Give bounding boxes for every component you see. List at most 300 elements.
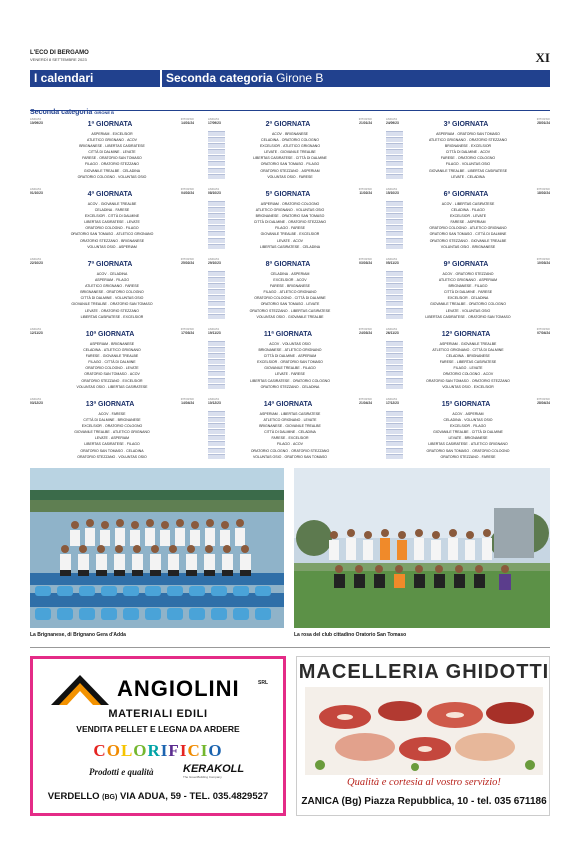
ritorno-label: RITORNO — [358, 188, 372, 191]
away-team: FARESE — [478, 290, 493, 295]
away-team: VOLUNTAS OSIO — [461, 308, 491, 313]
match-separator: - — [468, 238, 470, 243]
subhead-group: GIRONE B — [94, 110, 115, 115]
ritorno-label: RITORNO — [180, 398, 194, 401]
match-separator: - — [470, 448, 472, 453]
match-separator: - — [102, 424, 104, 429]
home-team: ORATORIO COLOGNO — [250, 448, 289, 453]
match-row — [208, 174, 372, 180]
match-separator: - — [278, 360, 280, 365]
ritorno-date — [348, 118, 372, 125]
away-team: ASPERIAM — [291, 272, 310, 276]
match-separator: - — [466, 302, 468, 307]
away-team: EXCELSIOR — [288, 436, 309, 441]
away-team: ORATORIO STEZZANO — [469, 138, 508, 143]
andata-value: 10/09/23 — [30, 121, 43, 125]
colorificio-letter: I — [160, 741, 169, 760]
away-team: ATLETICO GRIGNANO — [284, 348, 322, 353]
match-list — [386, 271, 550, 320]
home-team: ASPERIAM — [94, 278, 114, 283]
home-team: CELADINA — [270, 272, 289, 276]
match-separator: - — [466, 138, 469, 143]
match-row — [30, 244, 194, 250]
match-separator: - — [115, 418, 117, 423]
away-team: VOLUNTAS OSIO — [295, 208, 325, 213]
home-team: CELADINA — [446, 354, 464, 359]
colorificio-letter: L — [120, 741, 134, 760]
home-team: CELADINA — [451, 208, 469, 213]
home-team: ORATORIO COLOGNO — [254, 296, 292, 301]
home-team: CELADINA — [261, 138, 279, 143]
match-separator: - — [108, 342, 111, 346]
home-team: VOLUNTAS OSIO — [76, 384, 105, 389]
home-team: ORATORIO SAN TOMASO — [70, 232, 114, 237]
away-team: GIOVANILE TREALBE — [460, 342, 497, 346]
away-team: BRIGNANESE — [117, 418, 141, 423]
angiolini-address — [33, 791, 283, 802]
away-team: LEVATE — [469, 366, 483, 371]
away-team: ASPERIAM — [110, 436, 130, 441]
home-team: GIOVANILE TREALBE — [83, 168, 120, 173]
home-team: ATLETICO GRIGNANO — [85, 284, 122, 289]
colorificio-letter: C — [187, 741, 201, 760]
away-team: BRIGNANESE — [121, 238, 145, 243]
home-team: ORATORIO COLOGNO — [85, 226, 123, 231]
home-team: FARESE — [271, 436, 286, 441]
ritorno-date — [170, 398, 194, 405]
away-team: CELADINA — [470, 296, 489, 301]
giornata-card — [386, 187, 550, 251]
match-row — [30, 174, 194, 180]
ritorno-label: RITORNO — [536, 398, 550, 401]
away-team: FARESE — [291, 372, 305, 377]
away-team: ASPERIAM — [478, 278, 498, 283]
match-separator: - — [290, 378, 292, 383]
ritorno-date — [170, 188, 194, 195]
away-team: CELADINA — [122, 168, 141, 173]
category-group: Girone B — [276, 71, 324, 85]
ritorno-value: 07/04/24 — [537, 331, 550, 335]
away-team: ORATORIO COLOGNO — [468, 302, 506, 307]
match-separator: - — [280, 144, 283, 149]
home-team: FARESE — [450, 220, 465, 225]
home-team: LEVATE — [94, 436, 108, 441]
match-row — [208, 384, 372, 390]
colorificio-letter: C — [93, 741, 107, 760]
home-team: EXCELSIOR — [273, 278, 294, 283]
andata-label: ANDATA — [208, 398, 220, 401]
match-separator: - — [113, 208, 115, 213]
ad-angiolini[interactable] — [30, 656, 286, 816]
page-number: XI — [535, 50, 550, 65]
match-separator: - — [296, 430, 298, 435]
ritorno-value: 11/02/24 — [359, 191, 372, 195]
away-team: ASPERIAM — [465, 412, 484, 416]
match-separator: - — [285, 220, 288, 225]
away-team: GIOVANILE TREALBE — [470, 238, 507, 243]
match-separator: - — [279, 202, 282, 206]
away-team: LIBERTAS CASIRATESE — [280, 412, 321, 416]
home-team: ATLETICO GRIGNANO — [428, 138, 466, 143]
ritorno-date — [526, 398, 550, 405]
home-team: VOLUNTAS OSIO — [267, 174, 296, 179]
away-team: BRIGNANESE — [287, 284, 310, 289]
photo-caption-left: La Brignanese, di Brignano Gera d'Adda — [30, 632, 126, 638]
giornata-card — [208, 117, 372, 181]
home-team: LEVATE — [448, 436, 462, 441]
match-separator: - — [289, 448, 291, 453]
colorificio-letter: I — [179, 741, 188, 760]
andata-date — [30, 258, 50, 265]
match-separator: - — [279, 138, 281, 143]
match-separator: - — [280, 342, 282, 346]
match-row — [208, 244, 372, 250]
andata-label: ANDATA — [386, 328, 398, 331]
giornata-title: 3ª GIORNATA — [443, 121, 489, 128]
match-separator: - — [105, 384, 108, 389]
giornata-card — [386, 117, 550, 181]
giornata-card — [386, 397, 550, 461]
home-team: LEVATE — [445, 308, 459, 313]
home-team: VOLUNTAS OSIO — [440, 244, 470, 249]
match-list — [208, 411, 372, 460]
away-team: FILAGO — [471, 208, 485, 213]
match-separator: - — [292, 296, 294, 301]
match-separator: - — [103, 144, 105, 149]
home-team: FILAGO — [85, 162, 98, 167]
match-separator: - — [469, 430, 471, 435]
match-separator: - — [294, 278, 296, 283]
away-team: VOLUNTAS OSIO — [114, 296, 144, 301]
match-separator: - — [304, 302, 306, 307]
match-separator: - — [463, 412, 465, 416]
away-team: ACOV — [483, 372, 494, 377]
andata-label: ANDATA — [386, 118, 398, 121]
away-team: LEVATE — [125, 366, 139, 371]
home-team: VOLUNTAS OSIO — [252, 454, 282, 459]
home-team: ORATORIO STEZZANO — [440, 454, 479, 459]
angiolini-line4: Prodotti e qualità — [89, 767, 154, 777]
ghidotti-tagline: Qualità e cortesia al vostro servizio! — [347, 777, 501, 788]
home-team: ORATORIO SAN TOMASO — [260, 162, 304, 167]
home-team: EXCELSIOR — [449, 214, 470, 219]
match-row — [386, 454, 550, 460]
home-team: GIOVANILE TREALBE — [428, 168, 465, 173]
match-separator: - — [304, 162, 306, 167]
photo-caption-right: La rosa del club cittadino Oratorio San Tomaso — [294, 632, 407, 638]
ritorno-value: 21/01/24 — [359, 121, 372, 125]
colorificio-title — [33, 741, 283, 761]
home-team: CITTÀ DI DALMINE — [263, 354, 295, 359]
andata-date — [208, 188, 228, 195]
away-team: FARESE — [111, 412, 126, 416]
match-separator: - — [104, 290, 106, 295]
away-team: CITTÀ DI DALMINE — [104, 360, 136, 365]
away-team: GIOVANILE TREALBE — [285, 424, 321, 429]
match-separator: - — [455, 156, 457, 161]
match-row — [30, 384, 194, 390]
ritorno-value: 17/03/24 — [181, 331, 194, 335]
ritorno-value: 18/02/24 — [537, 191, 550, 195]
home-team: ACOV — [452, 412, 463, 416]
home-team: CITTÀ DI DALMINE — [253, 220, 285, 225]
home-team: CELADINA — [83, 348, 101, 353]
match-separator: - — [476, 290, 478, 295]
match-separator: - — [120, 168, 122, 173]
away-team: VOLUNTAS OSIO — [118, 454, 147, 459]
match-separator: - — [297, 232, 299, 237]
match-list — [386, 411, 550, 460]
ritorno-label: RITORNO — [180, 118, 194, 121]
home-team: LIBERTAS CASIRATESE — [84, 220, 124, 225]
away-team: LEVATE — [473, 214, 487, 219]
colorificio-letter: O — [208, 741, 223, 760]
match-separator: - — [97, 156, 99, 161]
match-separator: - — [471, 424, 473, 429]
ritorno-date — [526, 328, 550, 335]
home-team: ORATORIO STEZZANO — [260, 168, 299, 173]
home-team: FARESE — [85, 354, 100, 359]
ritorno-label: RITORNO — [536, 258, 550, 261]
away-team: ATLETICO GRIGNANO — [103, 348, 141, 353]
giornata-title: 7ª GIORNATA — [87, 261, 133, 268]
match-list — [30, 341, 194, 390]
giornata-card — [208, 327, 372, 391]
away-team: FILAGO — [473, 424, 487, 429]
andata-value: 24/09/23 — [386, 121, 399, 125]
away-team: ACOV — [480, 150, 491, 155]
ritorno-value: 03/03/24 — [359, 261, 372, 265]
home-team: LEVATE — [264, 150, 278, 155]
match-separator: - — [300, 244, 302, 249]
angiolini-brand: ANGIOLINI — [117, 676, 240, 701]
home-team: EXCELSIOR — [447, 296, 468, 301]
home-team: ACOV — [87, 202, 98, 206]
giornata-card — [208, 257, 372, 321]
match-list — [386, 131, 550, 180]
match-separator: - — [279, 214, 281, 219]
home-team: VOLUNTAS OSIO — [256, 314, 285, 319]
match-separator: - — [288, 308, 290, 313]
home-team: CITTÀ DI DALMINE — [80, 296, 112, 301]
home-team: ORATORIO SAN TOMASO — [429, 232, 473, 237]
home-team: LIBERTAS CASIRATESE — [80, 314, 121, 319]
ritorno-value: 21/04/24 — [359, 401, 372, 405]
away-team: ORATORIO COLOGNO — [282, 202, 320, 206]
match-list — [30, 411, 194, 460]
home-team: LIBERTAS CASIRATESE — [250, 378, 290, 383]
ritorno-date — [348, 258, 372, 265]
ritorno-date — [526, 118, 550, 125]
ritorno-label: RITORNO — [180, 328, 194, 331]
match-list — [30, 201, 194, 250]
ghidotti-title: MACELLERIA GHIDOTTI — [298, 661, 550, 683]
home-team: BRIGNANESE — [259, 424, 283, 429]
ritorno-date — [170, 328, 194, 335]
match-separator: - — [124, 220, 126, 225]
home-team: ORATORIO SAN TOMASO — [80, 448, 123, 453]
andata-label: ANDATA — [30, 398, 42, 401]
match-separator: - — [465, 174, 467, 179]
away-team: BRIGNANESE — [464, 436, 488, 441]
match-separator: - — [478, 150, 480, 155]
section-divider — [30, 647, 550, 648]
andata-value: 15/10/23 — [386, 191, 399, 195]
andata-label: ANDATA — [208, 328, 220, 331]
andata-value: 17/12/23 — [386, 401, 399, 405]
home-team: ACOV — [271, 132, 282, 136]
home-team: FILAGO — [277, 442, 290, 447]
match-separator: - — [468, 296, 470, 301]
away-team: ASPERIAM — [118, 244, 137, 249]
match-separator: - — [465, 168, 467, 173]
match-separator: - — [278, 412, 280, 416]
match-separator: - — [115, 174, 118, 179]
match-row — [386, 244, 550, 250]
home-team: ATLETICO GRIGNANO — [438, 278, 476, 283]
ritorno-label: RITORNO — [180, 188, 194, 191]
match-separator: - — [462, 418, 464, 423]
away-team: VOLUNTAS OSIO — [282, 342, 311, 346]
angiolini-line2: VENDITA PELLET E LEGNA DA ARDERE — [76, 724, 240, 734]
home-team: ORATORIO STEZZANO — [249, 308, 288, 313]
match-separator: - — [454, 360, 456, 365]
match-separator: - — [471, 384, 473, 389]
home-team: GIOVANILE TREALBE — [260, 232, 297, 237]
angiolini-line1: MATERIALI EDILI — [108, 708, 208, 720]
away-team: ATLETICO GRIGNANO — [283, 144, 321, 149]
away-team: CITTÀ DI DALMINE — [294, 296, 326, 301]
match-separator: - — [467, 366, 469, 371]
match-separator: - — [114, 232, 116, 237]
match-row — [386, 384, 550, 390]
away-team: ATLETICO GRIGNANO — [112, 430, 150, 435]
home-team: LIBERTAS CASIRATESE — [428, 442, 468, 447]
match-separator: - — [293, 208, 295, 213]
ritorno-date — [170, 118, 194, 125]
home-team: ACOV — [442, 272, 453, 276]
angiolini-suffix: SRL — [258, 680, 268, 686]
away-team: LIBERTAS CASIRATESE — [108, 384, 148, 389]
away-team: CITTÀ DI DALMINE — [471, 430, 503, 435]
home-team: VOLUNTAS OSIO — [87, 244, 116, 249]
away-team: EXCELSIOR — [123, 314, 144, 319]
andata-label: ANDATA — [30, 188, 42, 191]
home-team: ORATORIO STEZZANO — [79, 238, 118, 243]
giornata-title: 8ª GIORNATA — [265, 261, 311, 268]
away-team: ASPERIAM — [298, 354, 317, 359]
away-team: EXCELSIOR — [299, 232, 320, 237]
match-separator: - — [284, 284, 287, 289]
home-team: EXCELSIOR — [81, 424, 102, 429]
match-separator: - — [286, 436, 288, 441]
home-team: GIOVANILE TREALBE — [433, 430, 469, 435]
match-separator: - — [120, 150, 122, 155]
home-team: GIOVANILE TREALBE — [71, 302, 107, 307]
home-team: LEVATE — [275, 372, 288, 377]
match-separator: - — [481, 372, 483, 377]
home-team: ASPERIAM — [439, 342, 458, 346]
angiolini-prov: (BG) — [102, 794, 118, 801]
publication-date: VENERDÌ 8 SETTEMBRE 2023 — [30, 57, 87, 62]
away-team: CELADINA — [467, 174, 485, 179]
match-separator: - — [453, 272, 455, 276]
ritorno-label: RITORNO — [358, 328, 372, 331]
match-separator: - — [290, 442, 293, 447]
match-separator: - — [459, 308, 461, 313]
giornata-card — [208, 397, 372, 461]
away-team: CELADINA — [298, 430, 316, 435]
kerakoll-logo: KERAKOLL — [183, 763, 245, 775]
match-separator: - — [470, 244, 472, 249]
away-team: FILAGO — [306, 162, 320, 167]
home-team: GIOVANILE TREALBE — [430, 302, 466, 307]
away-team: LIBERTAS CASIRATESE — [454, 202, 495, 206]
match-separator: - — [122, 284, 125, 289]
match-list — [208, 271, 372, 320]
away-team: LEVATE — [303, 418, 317, 423]
home-team: ATLETICO GRIGNANO — [263, 418, 301, 423]
away-team: FILAGO — [125, 226, 139, 231]
andata-date — [208, 118, 228, 125]
home-team: EXCELSIOR — [259, 144, 280, 149]
match-separator: - — [301, 418, 303, 423]
giornata-title: 15ª GIORNATA — [441, 401, 491, 408]
match-row — [208, 454, 372, 460]
away-team: LIBERTAS CASIRATESE — [456, 360, 497, 365]
match-separator: - — [100, 354, 102, 359]
match-separator: - — [288, 372, 291, 377]
match-list — [208, 341, 372, 390]
home-team: CELADINA — [443, 418, 461, 423]
home-team: ASPERIAM — [91, 132, 110, 136]
away-team: ORATORIO SAN TOMASO — [468, 314, 511, 319]
andata-value: 08/10/23 — [208, 191, 221, 195]
match-separator: - — [105, 214, 108, 219]
giornata-title: 2ª GIORNATA — [265, 121, 311, 128]
home-team: BRIGNANESE — [258, 348, 282, 353]
away-team: CELADINA — [109, 272, 128, 276]
ritorno-label: RITORNO — [358, 398, 372, 401]
home-team: VOLUNTAS OSIO — [442, 384, 471, 389]
andata-date — [386, 188, 406, 195]
home-team: FARESE — [270, 284, 284, 289]
match-separator: - — [107, 302, 110, 307]
away-team: ASPERIAM — [467, 220, 486, 225]
match-separator: - — [289, 272, 291, 276]
giornata-title: 4ª GIORNATA — [87, 191, 133, 198]
match-separator: - — [116, 244, 118, 249]
home-team: LIBERTAS CASIRATESE — [253, 156, 293, 161]
away-team: EXCELSIOR — [471, 144, 492, 149]
ad-ghidotti[interactable] — [296, 656, 550, 816]
match-row — [208, 314, 372, 320]
away-team: BRIGNANESE — [111, 342, 135, 346]
ritorno-value: 28/01/24 — [537, 121, 550, 125]
andata-label: ANDATA — [208, 258, 220, 261]
home-team: ORATORIO STEZZANO — [77, 454, 116, 459]
andata-value: 29/10/23 — [208, 261, 221, 265]
away-team: ACOV — [129, 372, 140, 377]
away-team: FILAGO — [126, 442, 140, 447]
home-team: LEVATE — [451, 174, 465, 179]
away-team: CITTÀ DI DALMINE — [472, 348, 504, 353]
match-separator: - — [296, 174, 298, 179]
match-separator: - — [469, 208, 471, 213]
giornata-title: 14ª GIORNATA — [263, 401, 313, 408]
match-separator: - — [465, 220, 467, 225]
masthead — [30, 50, 550, 68]
